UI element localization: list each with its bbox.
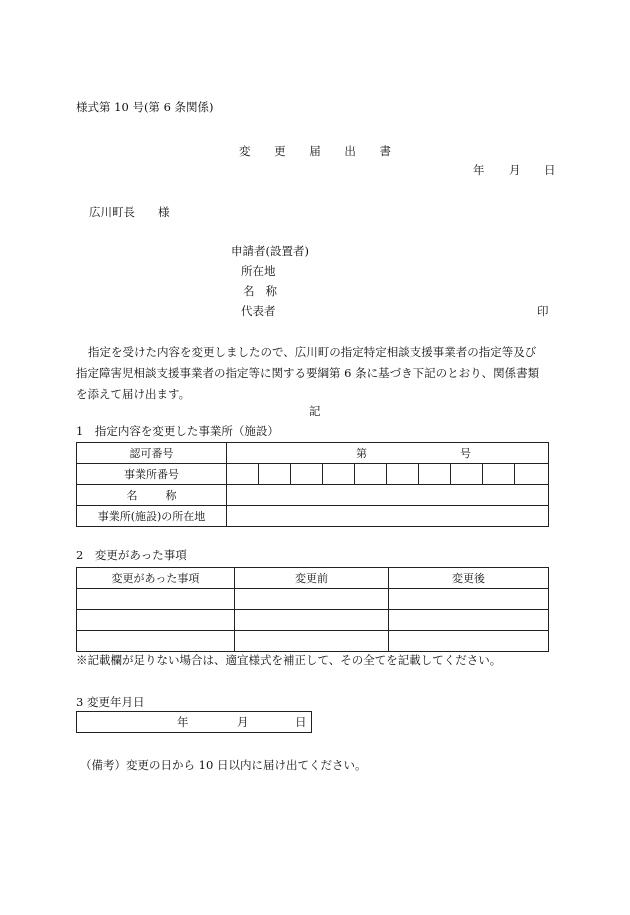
change-item-cell[interactable] — [77, 610, 235, 631]
title-char: 出 — [344, 144, 356, 158]
change-before-cell[interactable] — [235, 631, 389, 652]
title-char: 更 — [274, 144, 286, 158]
change-before-cell[interactable] — [235, 589, 389, 610]
office-number-digit[interactable] — [515, 464, 549, 485]
office-name-field[interactable] — [227, 485, 549, 506]
change-item-cell[interactable] — [77, 589, 235, 610]
permit-go: 号 — [460, 447, 472, 460]
remarks: （備考）変更の日から 10 日以内に届け出てください。 — [80, 758, 367, 772]
office-table — [76, 442, 549, 527]
office-number-digit[interactable] — [483, 464, 515, 485]
permit-dai: 第 — [356, 447, 368, 460]
applicant-location-label: 所在地 — [241, 264, 276, 278]
change-after-cell[interactable] — [389, 631, 549, 652]
title-char: 書 — [379, 144, 391, 158]
ki-mark: 記 — [309, 404, 321, 418]
date-year-label: 年 — [473, 163, 485, 177]
change-item-cell[interactable] — [77, 631, 235, 652]
date-day-label: 日 — [544, 163, 556, 177]
seal-mark: 印 — [537, 304, 549, 318]
change-after-cell[interactable] — [389, 589, 549, 610]
change-date-field[interactable] — [76, 711, 312, 733]
change-date-year: 年 — [177, 715, 189, 729]
change-before-cell[interactable] — [235, 610, 389, 631]
title-char: 変 — [239, 144, 251, 158]
office-address-field[interactable] — [227, 506, 549, 527]
permit-number-field[interactable] — [227, 443, 549, 464]
office-number-digit[interactable] — [355, 464, 387, 485]
office-number-digit[interactable] — [227, 464, 259, 485]
changes-table — [76, 567, 549, 652]
office-number-digit[interactable] — [291, 464, 323, 485]
permit-number-label: 認可番号 — [77, 443, 227, 464]
office-number-digit[interactable] — [387, 464, 419, 485]
body-line-1: 指定を受けた内容を変更しましたので、広川町の指定特定相談支援事業者の指定等及び — [88, 345, 537, 359]
applicant-rep-label: 代表者 — [241, 304, 276, 318]
applicant-heading: 申請者(設置者) — [231, 244, 309, 258]
section2-heading: 2 変更があった事項 — [76, 548, 187, 562]
office-number-digit[interactable] — [451, 464, 483, 485]
document-title — [239, 146, 391, 158]
applicant-name-label: 名 称 — [243, 284, 277, 298]
addressee-honorific: 様 — [158, 205, 170, 219]
title-char: 届 — [309, 144, 321, 158]
body-line-2: 指定障害児相談支援事業者の指定等に関する要綱第 6 条に基づき下記のとおり、関係書類 — [76, 366, 540, 380]
col-header-item: 変更があった事項 — [77, 568, 235, 589]
section1-heading: 1 指定内容を変更した事業所（施設） — [76, 424, 279, 438]
office-number-digit[interactable] — [419, 464, 451, 485]
col-header-before: 変更前 — [235, 568, 389, 589]
col-header-after: 変更後 — [389, 568, 549, 589]
addressee-name: 広川町長 — [89, 205, 135, 219]
change-date-month: 月 — [237, 715, 249, 729]
change-after-cell[interactable] — [389, 610, 549, 631]
form-number: 様式第 10 号(第 6 条関係) — [76, 100, 214, 114]
change-date-day: 日 — [295, 715, 307, 729]
date-month-label: 月 — [509, 163, 521, 177]
office-number-digit[interactable] — [323, 464, 355, 485]
body-line-3: を添えて届け出ます。 — [76, 387, 191, 401]
office-address-label: 事業所(施設)の所在地 — [77, 506, 227, 527]
section2-note: ※記載欄が足りない場合は、適宜様式を補正して、その全てを記載してください。 — [76, 653, 502, 667]
section3-heading: 3 変更年月日 — [76, 695, 145, 709]
office-name-label: 名 称 — [77, 485, 227, 506]
office-number-digit[interactable] — [259, 464, 291, 485]
office-number-label: 事業所番号 — [77, 464, 227, 485]
